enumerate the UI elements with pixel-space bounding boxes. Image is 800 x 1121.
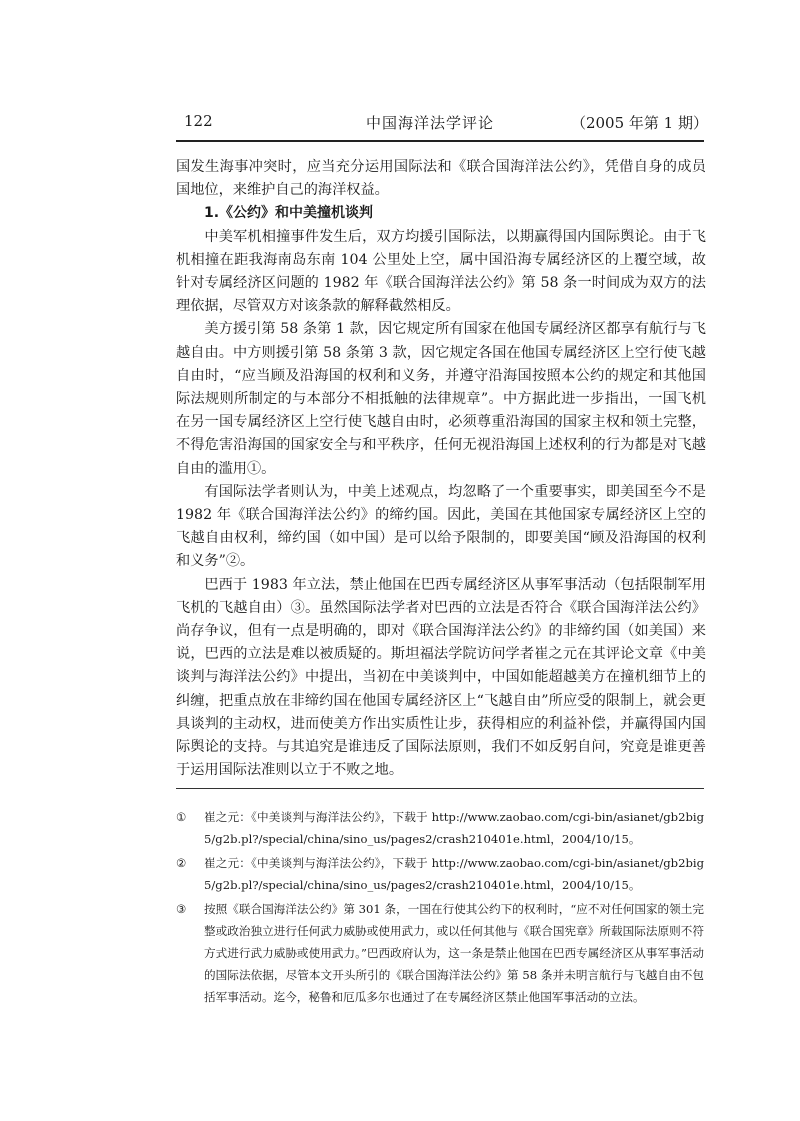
footnote (176, 806, 704, 850)
footnote-marker: ② (176, 856, 187, 870)
footnote (176, 852, 704, 896)
paragraph: 中美军机相撞事件发生后，双方均援引国际法，以期赢得国内国际舆论。由于飞机相撞在距我海南岛东南 104 公里处上空，属中国沿海专属经济区的上覆空域，故针对专属经济区问题的 1982 年《联合国海洋法公约》第 58 条一时间成为双方的法理依据，尽管双方对该条款的解释截然相反。 (176, 228, 706, 315)
header-divider (176, 140, 704, 142)
body-text (176, 156, 706, 782)
section-heading: 1.《公约》和中美撞机谈判 (204, 205, 374, 222)
paragraph: 巴西于 1983 年立法，禁止他国在巴西专属经济区从事军事活动（包括限制军用飞机的飞越自由）③。虽然国际法学者对巴西的立法是否符合《联合国海洋法公约》尚存争议，但有一点是明确的，即对《联合国海洋法公约》的非缔约国（如美国）来说，巴西的立法是难以被质疑的。斯坦福法学院访问学者崔之元在其评论文章《中美谈判与海洋法公约》中提出，当初在中美谈判中，中国如能超越美方在撞机细节上的纠缠，把重点放在非缔约国在他国专属经济区上“飞越自由”所应受的限制上，就会更具谈判的主动权，进而使美方作出实质性让步，获得相应的利益补偿，并赢得国内国际舆论的支持。与其追究是谁违反了国际法原则，我们不如反躬自问，究竟是谁更善于运用国际法准则以立于不败之地。 (176, 576, 706, 779)
footnote-text: 崔之元：《中美谈判与海洋法公约》，下载于 http://www.zaobao.com/cgi-bin/asianet/gb2big5/g2b.pl?/special/china/sino_us/pages2/crash210401e.html，2004/10/15。 (204, 810, 704, 846)
page-number: 122 (184, 112, 213, 130)
footnote-text: 崔之元：《中美谈判与海洋法公约》，下载于 http://www.zaobao.com/cgi-bin/asianet/gb2big5/g2b.pl?/special/china/sino_us/pages2/crash210401e.html，2004/10/15。 (204, 856, 704, 892)
footnote (176, 898, 704, 1008)
footnote-marker: ① (176, 810, 187, 824)
paragraph: 有国际法学者则认为，中美上述观点，均忽略了一个重要事实，即美国至今不是 1982 年《联合国海洋法公约》的缔约国。因此，美国在其他国家专属经济区上空的飞越自由权利，缔约国（如中国）是可以给予限制的，即要美国“顾及沿海国的权利和义务”②。 (176, 483, 706, 570)
footnotes (176, 806, 704, 1010)
footnote-divider (176, 788, 704, 789)
paragraph: 美方援引第 58 条第 1 款，因它规定所有国家在他国专属经济区都享有航行与飞越自由。中方则援引第 58 条第 3 款，因它规定各国在他国专属经济区上空行使飞越自由时，“应当顾及沿海国的权利和义务，并遵守沿海国按照本公约的规定和其他国际法规则所制定的与本部分不相抵触的法律规章”。中方据此进一步指出，一国飞机在另一国专属经济区上空行使飞越自由时，必须尊重沿海国的国家主权和领土完整，不得危害沿海国的国家安全与和平秩序，任何无视沿海国上述权利的行为都是对飞越自由的滥用①。 (176, 321, 706, 477)
paragraph-continued: 国发生海事冲突时，应当充分运用国际法和《联合国海洋法公约》，凭借自身的成员国地位，来维护自己的海洋权益。 (176, 159, 706, 199)
running-header (176, 112, 708, 136)
journal-title: 中国海洋法学评论 (366, 114, 495, 132)
issue-label: （2005 年第 1 期） (570, 114, 708, 132)
footnote-text: 按照《联合国海洋法公约》第 301 条，一国在行使其公约下的权利时，“应不对任何国家的领土完整或政治独立进行任何武力威胁或使用武力，或以任何其他与《联合国宪章》所载国际法原则不符方式进行武力威胁或使用武力。”巴西政府认为，这一条是禁止他国在巴西专属经济区从事军事活动的国际法依据，尽管本文开头所引的《联合国海洋法公约》第 58 条并未明言航行与飞越自由不包括军事活动。迄今，秘鲁和厄瓜多尔也通过了在专属经济区禁止他国军事活动的立法。 (204, 902, 704, 1004)
footnote-marker: ③ (176, 902, 187, 916)
